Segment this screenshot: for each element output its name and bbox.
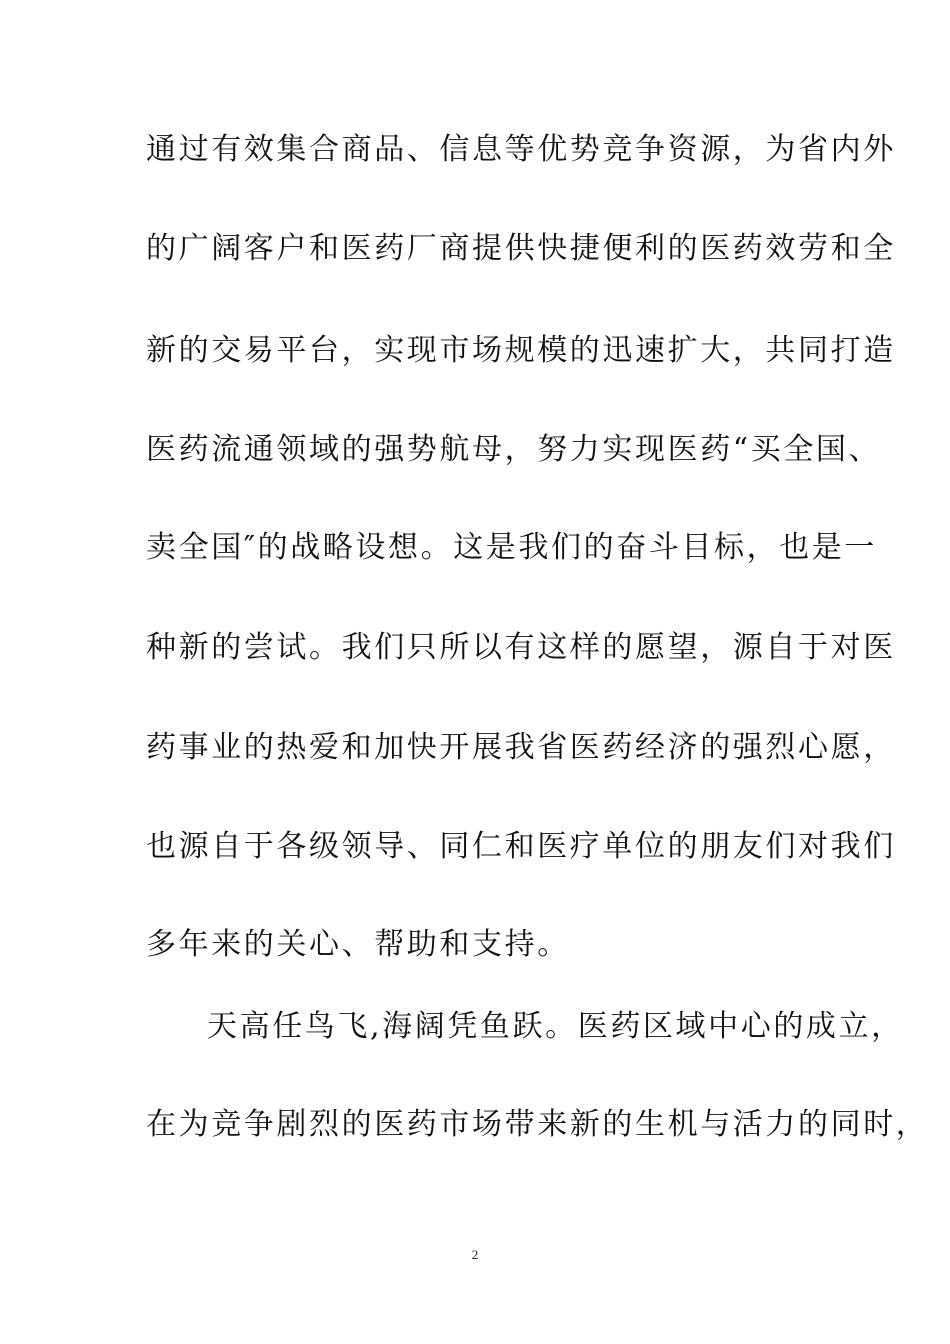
paragraph-first-line: 天高任鸟飞,海阔凭鱼跃。医药区域中心的成立，	[207, 1009, 904, 1044]
paragraph-line: 通过有效集合商品、信息等优势竞争资源，为省内外	[146, 132, 896, 167]
paragraph-line: 在为竞争剧烈的医药市场带来新的生机与活力的同时，	[146, 1107, 929, 1142]
paragraph-line: 也源自于各级领导、同仁和医疗单位的朋友们对我们	[146, 829, 896, 864]
paragraph-line: 种新的尝试。我们只所以有这样的愿望，源自于对医	[146, 630, 896, 665]
paragraph-line: 新的交易平台，实现市场规模的迅速扩大，共同打造	[146, 333, 896, 368]
paragraph-line: 的广阔客户和医药厂商提供快捷便利的医药效劳和全	[146, 231, 896, 266]
paragraph-line: 药事业的热爱和加快开展我省医药经济的强烈心愿，	[146, 730, 896, 765]
paragraph-line: 多年来的关心、帮助和支持。	[146, 927, 570, 962]
page-number: 2	[471, 1247, 479, 1262]
paragraph-line: 医药流通领域的强势航母，努力实现医药“买全国、	[146, 432, 882, 467]
paragraph-line: 卖全国″的战略设想。这是我们的奋斗目标，也是一	[146, 530, 878, 565]
